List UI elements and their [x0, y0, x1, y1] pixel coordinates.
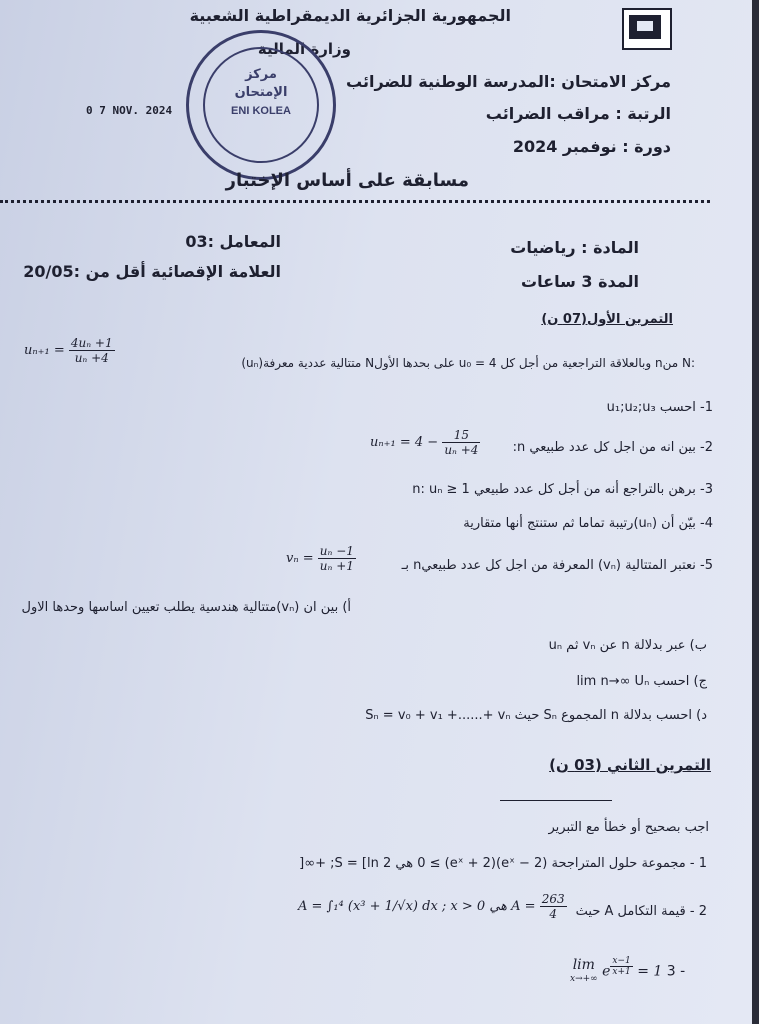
- exam-center: مركز الامتحان :المدرسة الوطنية للضرائب: [346, 72, 671, 91]
- divider-line: [500, 800, 612, 801]
- school-logo: [622, 8, 672, 50]
- recurrence-num: 4uₙ +1: [70, 336, 113, 350]
- q5a: أ) بين ان (vₙ)متتالية هندسية يطلب تعيين اساسها وحدها الاول: [21, 600, 351, 615]
- paper-edge: [752, 0, 759, 1024]
- recurrence-formula: [24, 336, 115, 365]
- ministry-title: وزارة المالية: [257, 40, 351, 58]
- q5-formula-num: uₙ −1: [319, 544, 354, 558]
- q5b: ب) عبر بدلالة n عن vₙ ثم uₙ: [548, 638, 707, 653]
- statement-2-text: 2 - قيمة التكامل A حيث: [575, 904, 707, 919]
- rank: الرتبة : مراقب الضرائب: [485, 104, 671, 123]
- s3-sub: x→+∞: [570, 973, 598, 984]
- q5: 5- نعتبر المتتالية (vₙ) المعرفة من اجل كل عدد طبيعيn بـ: [401, 558, 713, 573]
- q3: 3- برهن بالتراجع أنه من أجل كل عدد طبيعي n: uₙ ≥ 1: [412, 482, 713, 497]
- coefficient: المعامل :03: [185, 232, 281, 251]
- stamp-line-3: ENI KOLEA: [231, 105, 291, 117]
- statement-1: 1 - مجموعة حلول المتراجحة (eˣ − 2)(eˣ + 2) ≥ 0 هي S = [ln 2; +∞[: [299, 856, 707, 871]
- duration: المدة 3 ساعات: [521, 272, 639, 291]
- s3-rhs: = 1: [637, 963, 663, 980]
- exam-title: مسابقة على أساس الإختبار: [225, 170, 469, 191]
- stamp-line-2: الإمتحان: [234, 85, 288, 100]
- s2-num: 263: [541, 892, 565, 906]
- s3-exp-num: x−1: [612, 956, 631, 966]
- republic-title: الجمهورية الجزائرية الديمقراطية الشعبية: [189, 6, 511, 25]
- q5-formula: [286, 544, 356, 573]
- s3-exp-den: x+1: [612, 967, 631, 977]
- q5-formula-lhs: vₙ =: [286, 551, 314, 566]
- exercise1-intro: (uₙ)متتالية عددية معرفة Nعلى بحدها الأول u₀ = 4 وبالعلاقة التراجعية من أجل كل nمن N:: [241, 356, 695, 370]
- recurrence-lhs: uₙ₊₁ =: [24, 343, 65, 358]
- statement-2-formula: [298, 892, 567, 921]
- s3-lim: lim: [572, 956, 595, 973]
- q4: 4- بيّن أن (uₙ)رتيبة تماما ثم ستنتج أنها متقارية: [463, 516, 713, 531]
- date-stamp: 0 7 NOV. 2024: [86, 104, 173, 117]
- official-stamp: [186, 30, 336, 180]
- q2-formula-den: uₙ +4: [444, 443, 479, 457]
- session: دورة : نوفمبر 2024: [512, 137, 671, 156]
- q5c: ج) احسب lim n→∞ Uₙ: [576, 674, 707, 689]
- min-grade: العلامة الإقصائية أقل من :20/05: [23, 262, 281, 281]
- q2-formula-num: 15: [442, 428, 480, 443]
- s2-formula: A = ∫₁⁴ (x³ + 1/√x) dx ; x > 0 هي A =: [298, 899, 536, 914]
- exercise2-intro: اجب بصحيح أو خطأ مع التبرير: [548, 820, 709, 835]
- q2-formula-lhs: uₙ₊₁ = 4 −: [370, 435, 439, 450]
- q5d: د) احسب بدلالة n المجموع Sₙ حيث Sₙ = v₀ + v₁ +......+ vₙ: [365, 708, 707, 723]
- q2: 2- بين انه من اجل كل عدد طبيعي n:: [512, 440, 713, 455]
- exercise2-title: التمرين الثاني (03 ن): [549, 756, 711, 774]
- stamp-line-1: مركز: [245, 67, 277, 82]
- s3-base: e: [602, 963, 611, 980]
- recurrence-den: uₙ +4: [74, 351, 109, 365]
- s3-number: 3 -: [666, 963, 686, 980]
- q1: 1- احسب u₁;u₂;u₃: [606, 400, 713, 415]
- statement-3: [570, 956, 685, 986]
- s2-den: 4: [549, 907, 557, 921]
- exercise1-title: التمرين الأول(07 ن): [541, 312, 673, 327]
- divider-dotted: [0, 200, 710, 203]
- q2-formula: [370, 428, 480, 457]
- q5-formula-den: uₙ +1: [319, 559, 354, 573]
- subject: المادة : رياضيات: [510, 238, 639, 257]
